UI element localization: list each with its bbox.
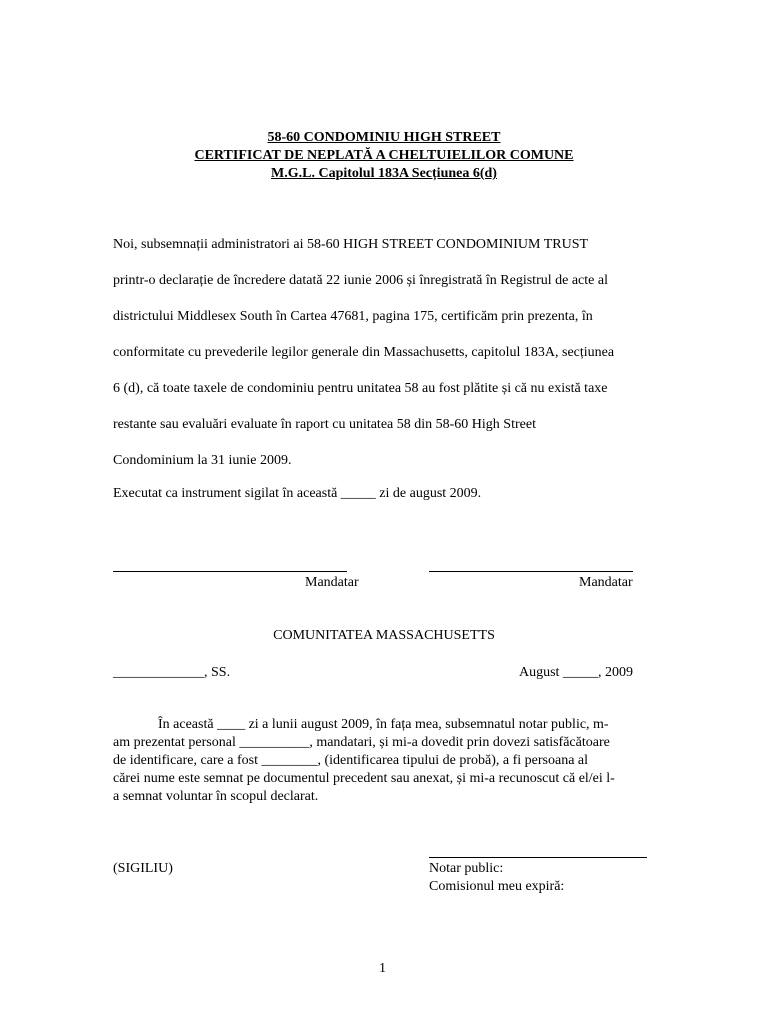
declaration-line: conformitate cu prevederile legilor generale din Massachusetts, capitolul 183A, secțiunea [113,345,615,360]
page-number: 1 [379,961,386,976]
notary-line: am prezentat personal __________, mandatari, și mi-a dovedit prin dovezi satisfăcătoare [113,735,610,750]
notary-line: de identificare, care a fost ________, (identificarea tipului de probă), a fi persoana al [113,753,589,768]
trustee-left-label: Mandatar [305,575,359,590]
commission-expires-label: Comisionul meu expiră: [429,879,565,894]
notary-line [113,716,643,734]
notary-line: cărei nume este semnat pe documentul precedent sau anexat, și mi-a recunoscut că el/ei l- [113,771,615,786]
date-line: August _____, 2009 [519,665,633,680]
trustee-right-label: Mandatar [579,575,633,590]
declaration-line: 6 (d), că toate taxele de condominiu pentru unitatea 58 au fost plătite și că nu există taxe [113,381,608,396]
title-line-3: M.G.L. Capitolul 183A Secțiunea 6(d) [271,166,497,181]
notary-line-text: În această ____ zi a lunii august 2009, în fața mea, subsemnatul notar public, m- [158,717,609,732]
notary-line: a semnat voluntar în scopul declarat. [113,789,319,804]
declaration-line: printr-o declarație de încredere datată 22 iunie 2006 și înregistrată în Registrul de acte al [113,273,608,288]
document-title [0,129,768,183]
commonwealth-heading: COMUNITATEA MASSACHUSETTS [273,628,495,643]
title-line-1: 58-60 CONDOMINIU HIGH STREET [267,130,501,145]
notary-signature-line [429,857,647,858]
declaration-line: districtului Middlesex South în Cartea 47681, pagina 175, certificăm prin prezenta, în [113,309,593,324]
executed-statement: Executat ca instrument sigilat în această _____ zi de august 2009. [113,486,482,501]
trustee-left-signature-line [113,571,347,572]
seal-label: (SIGILIU) [113,861,173,876]
declaration-line: restante sau evaluări evaluate în raport cu unitatea 58 din 58-60 High Street [113,417,536,432]
declaration-line: Condominium la 31 iunie 2009. [113,453,292,468]
county-line: _____________, SS. [113,665,231,680]
declaration-line: Noi, subsemnații administratori ai 58-60 HIGH STREET CONDOMINIUM TRUST [113,237,589,252]
notary-acknowledgment-paragraph [113,716,643,806]
notary-public-label: Notar public: [429,861,504,876]
trustee-right-signature-line [429,571,633,572]
declaration-paragraph [113,236,658,488]
title-line-2: CERTIFICAT DE NEPLATĂ A CHELTUIELILOR COMUNE [194,148,574,163]
